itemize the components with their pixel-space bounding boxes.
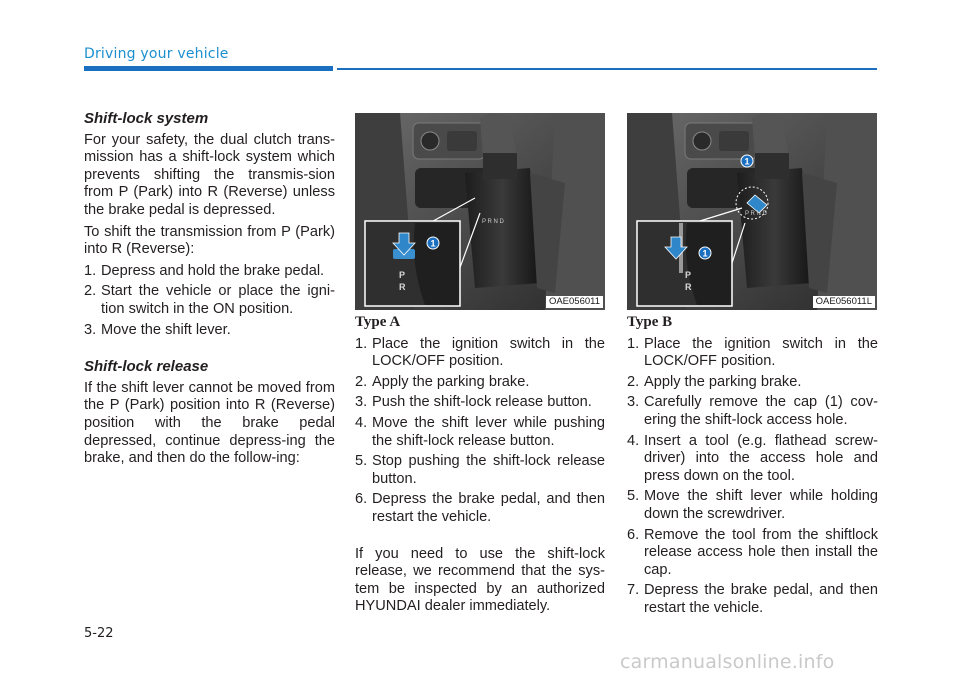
list-item [355, 453, 605, 488]
list-item [355, 336, 605, 371]
step-text: Move the shift lever. [101, 321, 231, 338]
gear-letter-r: R [399, 282, 406, 292]
list-item [355, 374, 605, 392]
step-number: 4. [627, 432, 640, 449]
step-text: Move the shift lever while holding down the screwdriver. [644, 488, 878, 522]
image-code-type-b: OAE056011L [813, 296, 875, 308]
step-text: Start the vehicle or place the igni-tion switch in the ON position. [101, 283, 335, 317]
list-item [627, 374, 878, 392]
list-item [627, 527, 878, 580]
shift-lock-system-intro: To shift the transmission from P (Park) into R (Reverse): [84, 223, 335, 258]
step-number: 1. [84, 262, 97, 279]
shift-lock-system-heading: Shift-lock system [84, 110, 209, 127]
list-item [355, 394, 605, 412]
watermark: carmanualsonline.info [620, 651, 835, 673]
step-number: 6. [355, 491, 368, 508]
step-number: 1. [355, 335, 368, 352]
list-item [84, 283, 335, 318]
step-text: Move the shift lever while pushing the shift-lock release button. [372, 414, 605, 449]
step-number: 2. [84, 283, 97, 300]
gear-letter-p: P [399, 270, 406, 280]
step-text: Place the ignition switch in the LOCK/OFF position. [372, 335, 605, 370]
step-text: Remove the tool from the shiftlock release access hole then install the cap. [644, 526, 878, 578]
step-text: Depress and hold the brake pedal. [101, 262, 325, 279]
step-text: Depress the brake pedal, and then restart the vehicle. [644, 582, 878, 616]
list-item [627, 488, 878, 523]
step-number: 1. [627, 335, 640, 352]
svg-text:P R N D: P R N D [482, 219, 504, 225]
type-a-steps [355, 336, 605, 527]
gear-letter-r: R [685, 282, 692, 292]
shift-lock-system-steps [84, 263, 335, 339]
type-b-steps [627, 336, 878, 618]
shift-lock-release-heading: Shift-lock release [84, 358, 209, 376]
step-number: 3. [355, 394, 368, 411]
list-item [627, 336, 878, 371]
step-text: Push the shift-lock release button. [372, 394, 592, 411]
shift-lock-system-paragraph: For your safety, the dual clutch trans-mission has a shift-lock system which prevents shifting the transmis-sion from P (Park) into R (Reverse) unless the brake pedal is depressed. [84, 131, 335, 218]
list-item [627, 433, 878, 486]
type-a-heading: Type A [355, 314, 401, 330]
callout-1-label: 1 [744, 156, 750, 167]
step-text: Stop pushing the shift-lock release button. [372, 453, 605, 487]
shift-lock-release-paragraph: If the shift lever cannot be moved from the P (Park) position into R (Reverse) position with the brake pedal depressed, continue depress-ing the brake, and then do the follow-ing: [84, 379, 335, 467]
step-number: 2. [355, 373, 368, 390]
list-item [355, 491, 605, 526]
step-number: 3. [627, 394, 640, 411]
type-a-dealer-note: If you need to use the shift-lock release, we recommend that the sys-tem be inspected by an authorized HYUNDAI dealer immediately. [355, 545, 605, 615]
list-item [627, 394, 878, 429]
svg-text:P R N D: P R N D [745, 211, 767, 217]
step-text: Carefully remove the cap (1) cov-ering the shift-lock access hole. [644, 394, 878, 428]
step-number: 4. [355, 414, 368, 431]
page-number: 5-22 [84, 626, 114, 641]
type-b-heading: Type B [627, 314, 673, 330]
header-rule-thick [84, 66, 333, 71]
step-text: Apply the parking brake. [644, 373, 802, 390]
header-rule-thin [337, 68, 877, 70]
step-number: 7. [627, 582, 640, 599]
list-item [627, 582, 878, 617]
step-number: 3. [84, 321, 97, 338]
gear-letter-p: P [685, 270, 692, 280]
callout-1-label: 1 [430, 238, 436, 249]
list-item [84, 322, 335, 340]
step-text: Depress the brake pedal, and then restart the vehicle. [372, 491, 605, 525]
list-item [355, 415, 605, 450]
step-text: Apply the parking brake. [372, 373, 530, 390]
column-left [84, 110, 335, 472]
list-item [84, 263, 335, 281]
column-right [627, 314, 878, 621]
image-code-type-a: OAE056011 [546, 296, 603, 308]
step-number: 2. [627, 373, 640, 390]
step-number: 5. [627, 488, 640, 505]
type-b-shifter-photo [627, 113, 877, 310]
section-title: Driving your vehicle [84, 46, 229, 62]
callout-1-label: 1 [702, 248, 708, 259]
type-a-shifter-photo [355, 113, 605, 310]
step-number: 6. [627, 526, 640, 543]
step-text: Place the ignition switch in the LOCK/OFF position. [644, 335, 878, 370]
step-text: Insert a tool (e.g. flathead screw-driver) into the access hole and press down on the tool. [644, 432, 878, 484]
column-middle [355, 314, 605, 620]
step-number: 5. [355, 453, 368, 470]
